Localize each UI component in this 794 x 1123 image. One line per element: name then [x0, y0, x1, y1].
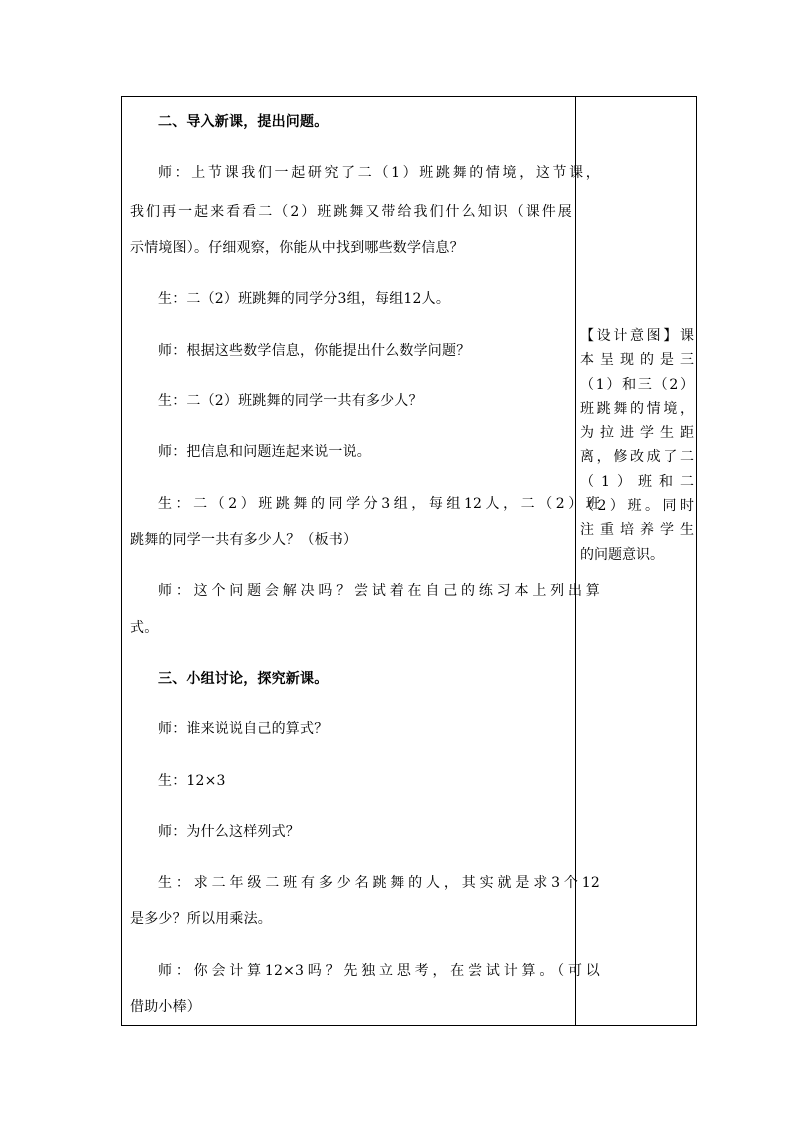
paragraph-line: 我们再一起来看看二（2）班跳舞又带给我们什么知识（课件展	[130, 204, 572, 220]
design-intent-line: 本呈现的是三	[580, 352, 694, 369]
design-intent-line: （2）班。同时	[580, 498, 694, 515]
paragraph-line: 是多少？所以用乘法。	[130, 911, 272, 927]
paragraph-line: 师：上节课我们一起研究了二（1）班跳舞的情境，这节课，	[158, 165, 600, 181]
paragraph-line: 生：12×3	[158, 773, 226, 789]
paragraph-line: 师：谁来说说自己的算式？	[158, 721, 329, 737]
design-intent-line: （1）班和二	[580, 473, 694, 490]
paragraph-line: 借助小棒）	[130, 999, 201, 1015]
paragraph-line: 师：这个问题会解决吗？尝试着在自己的练习本上列出算	[158, 583, 600, 599]
paragraph-line: 生：二（2）班跳舞的同学一共有多少人？	[158, 393, 423, 409]
design-intent-line: 注重培养学生	[580, 522, 694, 539]
lesson-table	[121, 96, 697, 1026]
section-heading-2: 二、导入新课，提出问题。	[158, 114, 329, 130]
design-intent-column	[580, 324, 694, 567]
paragraph-line: 师：把信息和问题连起来说一说。	[158, 444, 371, 460]
paragraph-line: 生：求二年级二班有多少名跳舞的人，其实就是求3个12	[158, 875, 600, 891]
paragraph-line: 师：为什么这样列式？	[158, 824, 300, 840]
paragraph-line: 示情境图）。仔细观察，你能从中找到哪些数学信息？	[130, 240, 464, 256]
paragraph-line: 式。	[130, 620, 159, 636]
paragraph-line: 跳舞的同学一共有多少人？（板书）	[130, 532, 358, 548]
paragraph-line: 生：二（2）班跳舞的同学分3组，每组12人，二（2）班	[158, 496, 600, 512]
design-intent-line: 为拉进学生距	[580, 425, 694, 442]
design-intent-line: （1）和三（2）	[580, 376, 694, 393]
design-intent-line: 离，修改成了二	[580, 449, 694, 466]
paragraph-line: 师：根据这些数学信息，你能提出什么数学问题？	[158, 343, 471, 359]
design-intent-line: 的问题意识。	[580, 546, 664, 563]
paragraph-line: 师：你会计算12×3吗？先独立思考，在尝试计算。（可以	[158, 963, 600, 979]
paragraph-line: 生：二（2）班跳舞的同学分3组，每组12人。	[158, 291, 451, 307]
design-intent-line: 班跳舞的情境，	[580, 400, 694, 417]
section-heading-3: 三、小组讨论，探究新课。	[158, 671, 329, 687]
design-intent-line: 【设计意图】课	[580, 328, 694, 344]
